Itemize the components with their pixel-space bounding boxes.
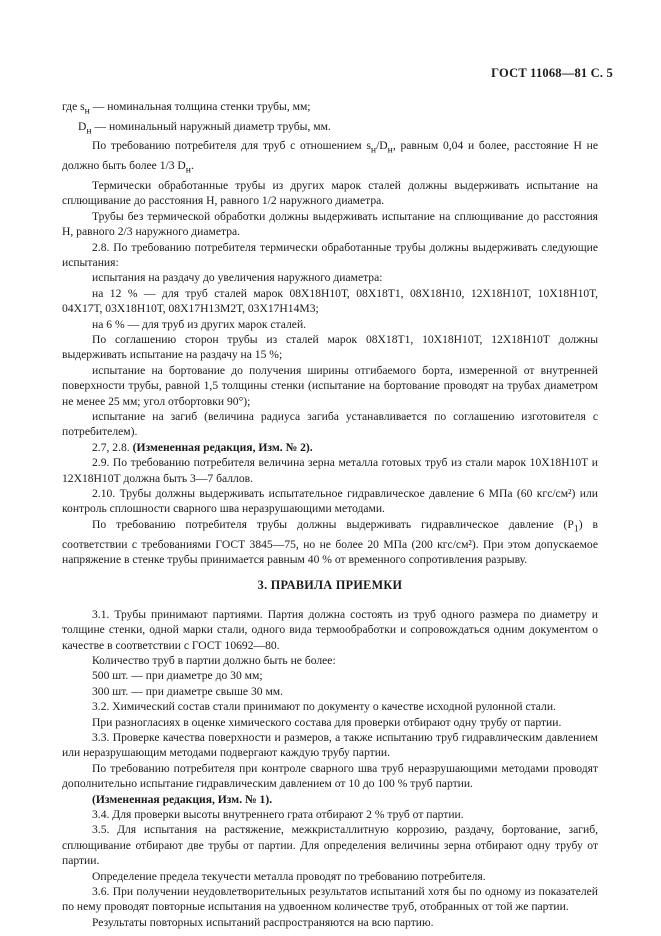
paragraph: испытание на бортование до получения ширины отгибаемого борта, измеренной от внутренней поверхности трубы, равной 1,5 толщины стенки (испытание на бортование проводят на трубах диаметром не менее 25 мм; угол отбортовки 90°);	[62, 363, 598, 408]
section-title: 3. ПРАВИЛА ПРИЕМКИ	[257, 578, 403, 593]
paragraph: По соглашению сторон трубы из сталей марок 08Х18Т1, 10Х18Н10Т, 12Х18Н10Т должны выдерживать испытание на раздачу на 15 %;	[62, 332, 598, 362]
paragraph: По требованию потребителя при контроле сварного шва труб неразрушающими методами проводят дополнительно испытание гидравлическим давлением от 10 до 100 % труб партии.	[62, 761, 598, 791]
paragraph-clause-3-6: 3.6. При получении неудовлетворительных результатов испытаний хотя бы по одному из показателей по нему проводят повторные испытания на удвоенном количестве труб, отобранных от той же партии.	[62, 885, 598, 914]
paragraph: Трубы без термической обработки должны выдерживать испытание на сплющивание до расстояния H, равного 2/3 наружного диаметра.	[62, 209, 598, 239]
paragraph-clause-3-5: 3.5. Для испытания на растяжение, межкристаллитную коррозию, раздачу, бортование, загиб, сплющивание отбирают две трубы от партии. Для определения величины зерна отбирают одну трубу от партии.	[62, 823, 598, 868]
paragraph: испытания на раздачу до увеличения наружного диаметра:	[92, 271, 383, 285]
paragraph: на 12 % — для труб сталей марок 08Х18Н10Т, 08Х18Т1, 08Х18Н10, 12Х18Н10Т, 10Х18Н10Т, 04Х17Т, 03Х18Н10Т, 08Х17Н13М2Т, 03Х17Н14М3;	[62, 286, 598, 316]
paragraph: испытание на загиб (величина радиуса загиба устанавливается по соглашению изготовителя с потребителем).	[62, 409, 598, 439]
paragraph: на 6 % — для труб из других марок сталей.	[92, 317, 307, 331]
document-body	[62, 99, 598, 930]
paragraph-clause-3-3: 3.3. Проверке качества поверхности и размеров, а также испытанию труб гидравлическим давлением или неразрушающим методами подвергают каждую трубу партии.	[62, 731, 598, 760]
paragraph: Результаты повторных испытаний распространяются на всю партию.	[92, 915, 434, 929]
paragraph-definition-diameter: $D_н$ — номинальный наружный диаметр трубы, мм.	[78, 119, 331, 137]
paragraph: По требованию потребителя для труб с отношением $s_н/D_н$, равным 0,04 и более, расстояние H не должно быть более 1/3 $D_н$.	[62, 139, 598, 176]
paragraph-amendment-note: (Измененная редакция, Изм. № 1).	[92, 792, 273, 806]
paragraph: Определение предела текучести металла проводят по требованию потребителя.	[92, 869, 486, 883]
paragraph-clause-3-2: 3.2. Химический состав стали принимают по документу о качестве исходной рулонной стали.	[92, 700, 556, 714]
paragraph-amendment-note: 2.7, 2.8. (Измененная редакция, Изм. № 2).	[92, 440, 313, 454]
paragraph: 300 шт. — при диаметре свыше 30 мм.	[92, 684, 284, 698]
page-header: ГОСТ 11068—81 С. 5	[491, 66, 613, 80]
paragraph: 500 шт. — при диаметре до 30 мм;	[92, 669, 263, 683]
paragraph-clause-3-1: 3.1. Трубы принимают партиями. Партия должна состоять из труб одного размера по диаметру и толщине стенки, одной марки стали, одного вида термообработки и сопровождаться одним документом о качестве в соответствии с ГОСТ 10692—80.	[62, 607, 598, 652]
paragraph-definition-thickness: где $s_н$ — номинальная толщина стенки трубы, мм;	[62, 100, 311, 117]
paragraph-clause-2-10: 2.10. Трубы должны выдерживать испытательное гидравлическое давление 6 МПа (60 кгс/см²) или контроль сплошности сварного шва неразрушающими методами.	[62, 487, 598, 516]
paragraph-clause-3-4: 3.4. Для проверки высоты внутреннего грата отбирают 2 % труб от партии.	[92, 808, 464, 822]
paragraph: При разногласиях в оценке химического состава для проверки отбирают одну трубу от партии.	[92, 715, 562, 729]
paragraph: По требованию потребителя трубы должны выдерживать гидравлическое давление $(P_1)$ в соответствии с требованиями ГОСТ 3845—75, но не более 20 МПа (200 кгс/см²). При этом допускаемое напряжение в стенке трубы принимается равным 40 % от временного сопротивления разрыву.	[62, 517, 598, 566]
paragraph-clause-2-8: 2.8. По требованию потребителя термически обработанные трубы должны выдерживать следующие испытания:	[62, 240, 598, 269]
paragraph: Количество труб в партии должно быть не более:	[92, 653, 336, 667]
paragraph: Термически обработанные трубы из других марок сталей должны выдерживать испытание на сплющивание до расстояния H, равного 1/2 наружного диаметра.	[62, 178, 598, 208]
paragraph-clause-2-9: 2.9. По требованию потребителя величина зерна металла готовых труб из стали марок 10Х18Н10Т и 12Х18Н10Т должна быть 3—7 баллов.	[62, 456, 598, 485]
